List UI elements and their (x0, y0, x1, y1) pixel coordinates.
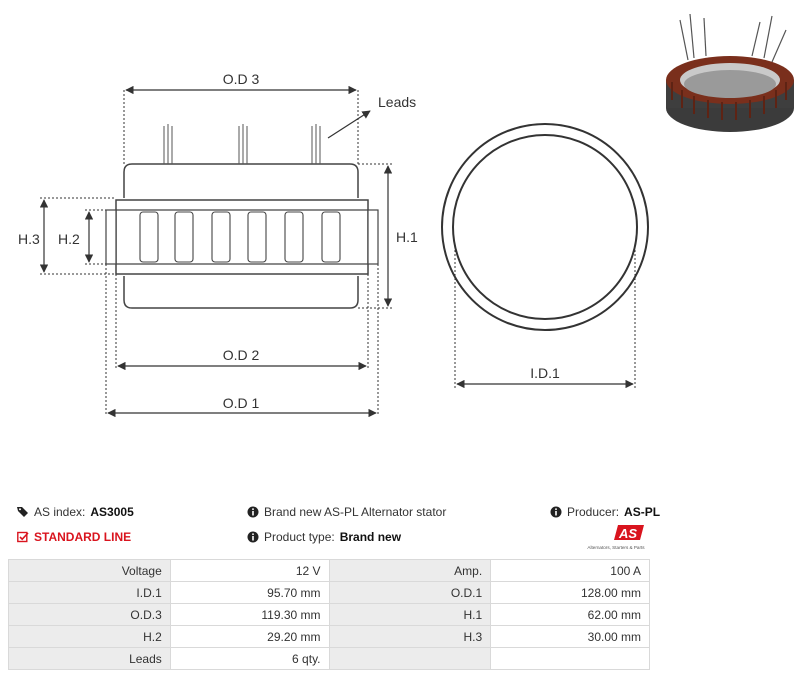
table-row (9, 626, 650, 648)
table-row (9, 560, 650, 582)
spec-label: Voltage (9, 560, 171, 582)
table-row (9, 648, 650, 670)
svg-text:Alternators, Starters & Parts: Alternators, Starters & Parts (587, 545, 645, 550)
spec-value: 6 qty. (170, 648, 329, 670)
as-pl-logo (584, 522, 648, 552)
as-index-value: AS3005 (90, 505, 134, 519)
product-type-value: Brand new (339, 530, 402, 544)
spec-value: 100 A (491, 560, 650, 582)
spec-label: Amp. (329, 560, 491, 582)
as-index (17, 505, 134, 519)
producer (550, 505, 660, 519)
label-od2: O.D 2 (222, 347, 260, 363)
label-h2: H.2 (58, 231, 80, 247)
product-photo (660, 8, 800, 138)
winding-bottom (124, 276, 358, 308)
product-type (247, 530, 401, 544)
info-icon (247, 531, 259, 543)
standard-line-label: STANDARD LINE (34, 530, 132, 544)
specs-table (8, 559, 650, 670)
spec-label: Leads (9, 648, 171, 670)
label-od1: O.D 1 (222, 395, 260, 411)
spec-value: 12 V (170, 560, 329, 582)
label-h1: H.1 (396, 229, 418, 245)
spec-value: 119.30 mm (170, 604, 329, 626)
producer-label: Producer: (567, 505, 620, 519)
producer-value: AS-PL (624, 505, 661, 519)
as-index-label: AS index: (34, 505, 86, 519)
spec-label: H.1 (329, 604, 491, 626)
ring-outer (442, 124, 648, 330)
table-row (9, 582, 650, 604)
standard-line (17, 530, 131, 544)
label-id1: I.D.1 (530, 365, 560, 381)
info-icon (550, 506, 562, 518)
winding-top (124, 164, 358, 198)
tag-icon (17, 506, 29, 518)
spec-value (491, 648, 650, 670)
spec-label: H.3 (329, 626, 491, 648)
spec-label: H.2 (9, 626, 171, 648)
svg-text:AS: AS (618, 526, 638, 541)
spec-label: O.D.1 (329, 582, 491, 604)
spec-value: 128.00 mm (491, 582, 650, 604)
label-leads: Leads (378, 94, 417, 110)
ring-inner (453, 135, 637, 319)
spec-label (329, 648, 491, 670)
lead-wires (164, 124, 320, 164)
checkbox-icon (17, 531, 29, 543)
product-type-label: Product type: (264, 530, 335, 544)
spec-value: 95.70 mm (170, 582, 329, 604)
spec-value: 29.20 mm (170, 626, 329, 648)
label-od3: O.D 3 (222, 71, 260, 87)
spec-value: 30.00 mm (491, 626, 650, 648)
info-icon (247, 506, 259, 518)
spec-label: I.D.1 (9, 582, 171, 604)
table-row (9, 604, 650, 626)
description-text: Brand new AS-PL Alternator stator (264, 505, 447, 519)
description (247, 505, 446, 519)
spec-label: O.D.3 (9, 604, 171, 626)
label-h3: H.3 (18, 231, 40, 247)
spec-value: 62.00 mm (491, 604, 650, 626)
